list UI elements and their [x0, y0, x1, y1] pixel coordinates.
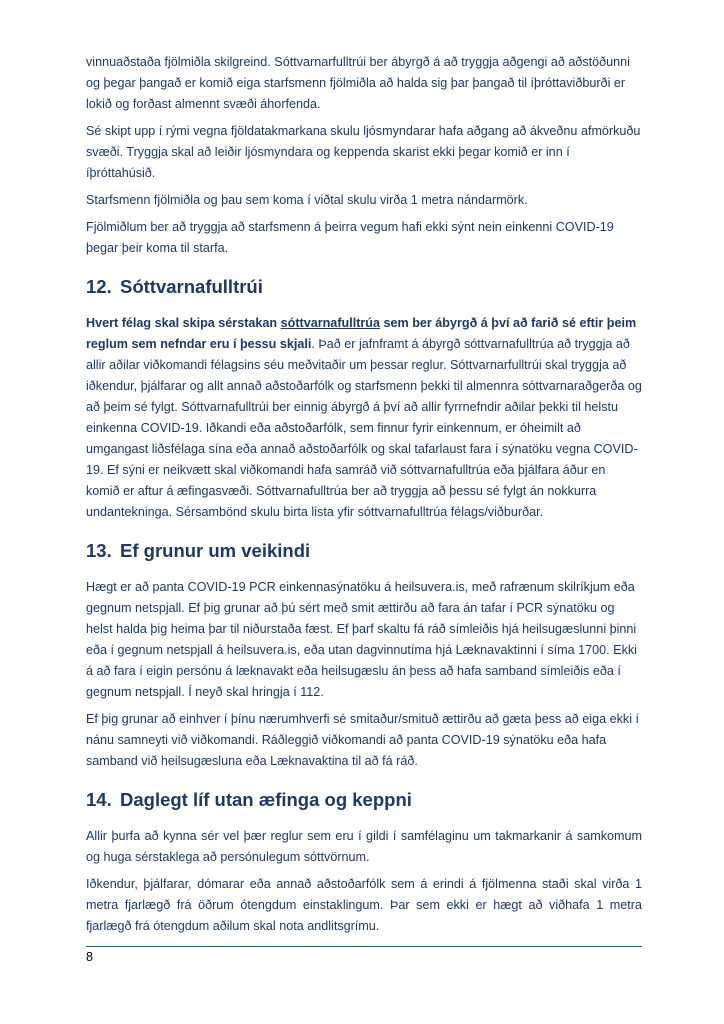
footer-divider	[86, 946, 642, 947]
paragraph-pcr-testing: Hægt er að panta COVID-19 PCR einkennasýnatöku á heilsuvera.is, með rafrænum skilríkjum eða gegnum netspjall. Ef þig grunar að þú sért með smit ættirðu að fara án tafar í PCR sýnatöku og helst halda þig heima þar til niðurstaða fæst. Ef þarf skaltu fá ráð símleiðis hjá heilsugæslunni þinni eða í gegnum netspjall á heilsuvera.is, eða utan dagvinnutíma hjá Læknavaktinni í síma 1700. Ekki á að fara í eigin persónu á læknavakt eða heilsugæslu án þess að hafa samband símleiðis eða í gegnum netspjall. Í neyð skal hringja í 112.	[86, 580, 637, 699]
infection-officer-body: . Það er jafnframt á ábyrgð sóttvarnafulltrúa að tryggja að allir aðilar viðkomandi félagsins séu meðvitaðir um þessar reglur. Sóttvarnarfulltrúi skal tryggja að iðkendur, þjálfarar og allt annað aðstoðarfólk og starfsmenn þekki til almennra sóttvarnaraðgerða og að þeim sé fylgt. Sóttvarnafulltrúi ber einnig ábyrgð á því að allir fyrrnefndir aðilar þekki til helstu einkenna COVID-19. Iðkandi eða aðstoðarfólk, sem finnur fyrir einkennum, er óheimilt að umgangast liðsfélaga sína eða annað aðstoðarfólk og skal tafarlaust fara í sýnatöku vegna COVID-19. Ef sýni er neikvætt skal viðkomandi hafa samráð við sóttvarnafulltrúa eða þjálfara áður en komið er aftur á æfingasvæði. Sóttvarnafulltrúa ber að tryggja að þessu sé fylgt án nokkurra undantekninga. Sérsambönd skulu birta lista yfir sóttvarnafulltrúa félags/viðburðar.	[86, 337, 642, 519]
page-number: 8	[86, 950, 93, 964]
section-title-14: Daglegt líf utan æfinga og keppni	[120, 789, 412, 810]
paragraph-media-area: vinnuaðstaða fjölmiðla skilgreind. Sóttvarnarfulltrúi ber ábyrgð á að tryggja aðgengi að aðstöðunni og þegar þangað er komið eiga starfsmenn fjölmiðla að halda sig þar þangað til íþróttaviðburði er lokið og forðast almennt svæði áhorfenda.	[86, 55, 630, 111]
section-heading-14	[86, 788, 642, 812]
section-number-13: 13.	[86, 540, 112, 561]
lead-text-a: Hvert félag skal skipa sérstakan	[86, 316, 281, 330]
paragraph-infection-officer	[86, 313, 642, 523]
section-heading-12	[86, 275, 642, 299]
paragraph-media-symptoms: Fjölmiðlum ber að tryggja að starfsmenn á þeirra vegum hafi ekki sýnt nein einkenni COVID-19 þegar þeir koma til starfa.	[86, 220, 614, 255]
section-number-14: 14.	[86, 789, 112, 810]
paragraph-crowded-places: Iðkendur, þjálfarar, dómarar eða annað aðstoðarfólk sem á erindi á fjölmenna staði skal virða 1 metra fjarlægð frá öðrum ótengdum einstaklingum. Þar sem ekki er hægt að viðhafa 1 metra fjarlægð frá ótengdum aðilum skal nota andlitsgrímu.	[86, 877, 642, 933]
document-page	[86, 52, 642, 943]
lead-text-b: sem ber ábyrgð á því að farið sé eftir þeim reglum sem nefndar eru í þessu skjali	[86, 316, 637, 351]
paragraph-photographers: Sé skipt upp í rými vegna fjöldatakmarkana skulu ljósmyndarar hafa aðgang að ákveðnu afmörkuðu svæði. Tryggja skal að leiðir ljósmyndara og keppenda skarist ekki þegar komið er inn í íþróttahúsið.	[86, 124, 641, 180]
infection-officer-link[interactable]: sóttvarnafulltrúa	[280, 316, 380, 330]
section-title-13: Ef grunur um veikindi	[120, 540, 311, 561]
section-heading-13	[86, 539, 642, 563]
paragraph-distance: Starfsmenn fjölmiðla og þau sem koma í viðtal skulu virða 1 metra nándarmörk.	[86, 193, 528, 207]
section-number-12: 12.	[86, 276, 112, 297]
paragraph-close-contact: Ef þig grunar að einhver í þínu nærumhverfi sé smitaður/smituð ættirðu að gæta þess að eiga ekki í nánu samneyti við viðkomandi. Ráðleggið viðkomandi að panta COVID-19 sýnatöku eða hafa samband við heilsugæsluna eða Læknavaktina til að fá ráð.	[86, 712, 640, 768]
section-title-12: Sóttvarnafulltrúi	[120, 276, 263, 297]
paragraph-community-rules: Allir þurfa að kynna sér vel þær reglur sem eru í gildi í samfélaginu um takmarkanir á samkomum og huga sérstaklega að persónulegum sóttvörnum.	[86, 829, 642, 864]
